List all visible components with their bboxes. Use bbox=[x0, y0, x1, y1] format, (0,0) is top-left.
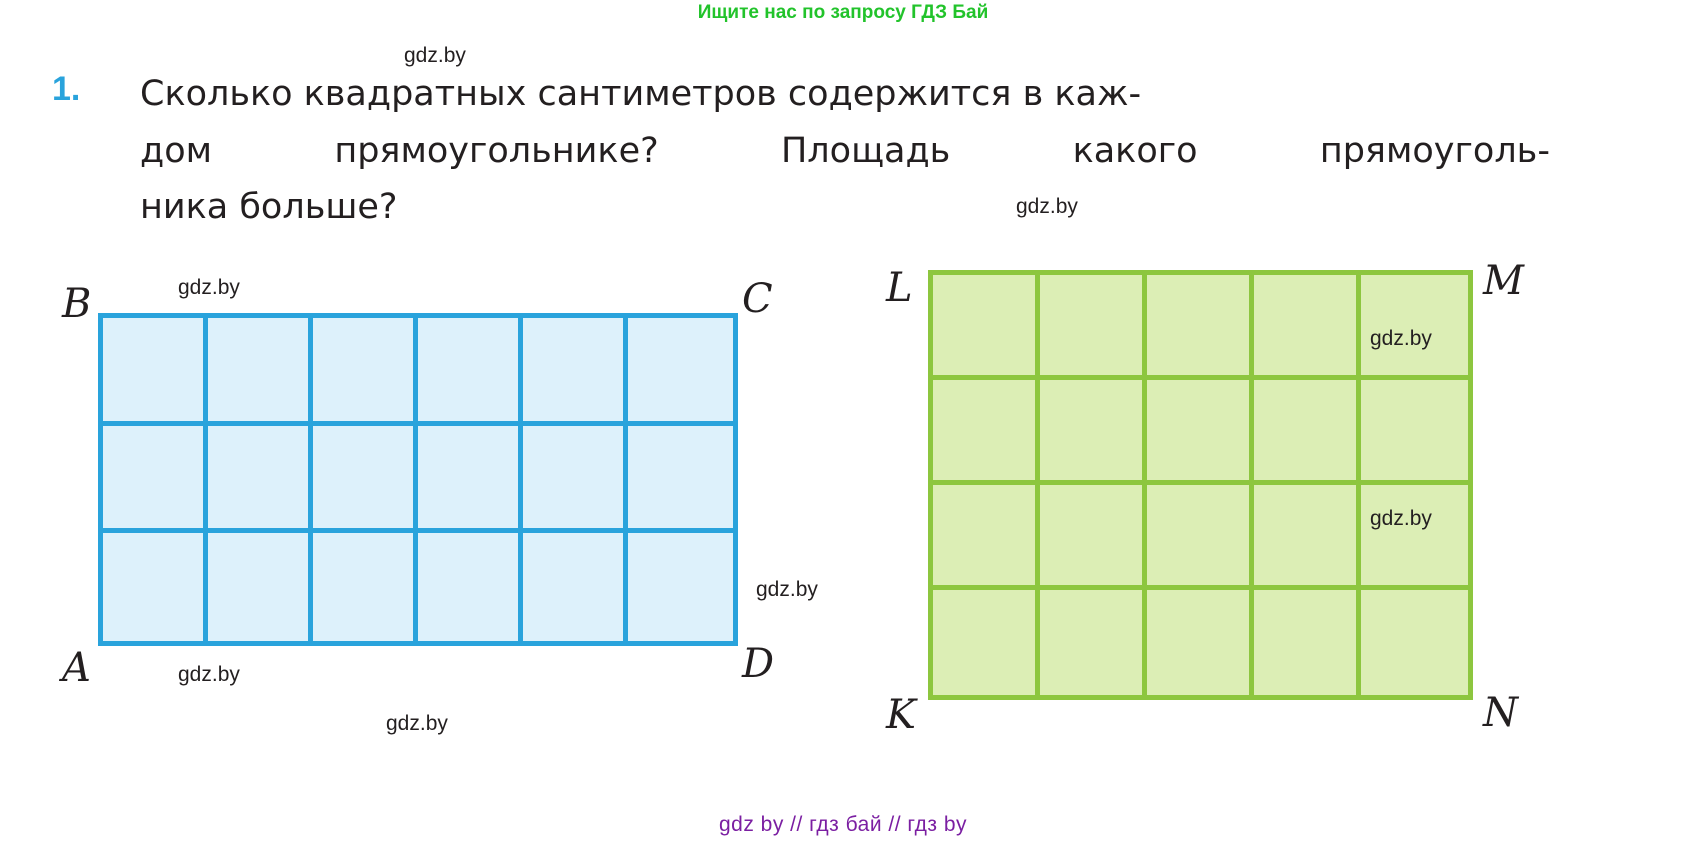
watermark-text: gdz.by bbox=[1016, 195, 1078, 218]
task-line-2-word: дом bbox=[140, 130, 213, 171]
watermark-text: gdz.by bbox=[1370, 327, 1432, 350]
grid-cell bbox=[1254, 380, 1361, 485]
grid-cell bbox=[1040, 380, 1147, 485]
grid-abcd bbox=[98, 313, 738, 646]
grid-cell bbox=[103, 318, 208, 426]
grid-cell bbox=[1040, 275, 1147, 380]
grid-cell bbox=[1254, 590, 1361, 695]
task-line-2 bbox=[140, 123, 1550, 180]
vertex-label-c: C bbox=[742, 276, 773, 322]
grid-cell bbox=[313, 533, 418, 641]
vertex-label-n: N bbox=[1483, 690, 1518, 736]
grid-cell bbox=[313, 318, 418, 426]
grid-cell bbox=[418, 426, 523, 534]
task-line-2-word: прямоуголь- bbox=[1319, 130, 1550, 171]
watermark-text: gdz.by bbox=[756, 578, 818, 601]
watermark-text: gdz.by bbox=[386, 712, 448, 735]
grid-cell bbox=[208, 426, 313, 534]
grid-cell bbox=[208, 533, 313, 641]
task-statement bbox=[140, 66, 1560, 236]
grid-cell bbox=[103, 533, 208, 641]
vertex-label-k: K bbox=[886, 692, 916, 738]
grid-cell bbox=[933, 485, 1040, 590]
footer-watermark: gdz by // гдз бай // гдз by bbox=[718, 813, 968, 836]
grid-cell bbox=[1361, 380, 1468, 485]
grid-cell bbox=[1361, 590, 1468, 695]
watermark-text: gdz.by bbox=[178, 663, 240, 686]
task-line-1: Сколько квадратных сантиметров содержится в каж- bbox=[140, 74, 1142, 114]
grid-cell bbox=[1254, 275, 1361, 380]
grid-cell bbox=[1147, 485, 1254, 590]
grid-cell bbox=[103, 426, 208, 534]
grid-cell bbox=[1254, 485, 1361, 590]
grid-cell bbox=[313, 426, 418, 534]
grid-cell bbox=[933, 590, 1040, 695]
grid-cell bbox=[933, 380, 1040, 485]
grid-cell bbox=[1147, 380, 1254, 485]
site-promo-banner: Ищите нас по запросу ГДЗ Бай bbox=[697, 2, 989, 23]
task-line-2-word: какого bbox=[1072, 130, 1198, 171]
grid-cell bbox=[1147, 590, 1254, 695]
vertex-label-m: M bbox=[1483, 258, 1524, 304]
task-number: 1. bbox=[52, 70, 81, 108]
vertex-label-d: D bbox=[742, 641, 775, 687]
watermark-text: gdz.by bbox=[178, 276, 240, 299]
task-line-2-word: прямоугольнике? bbox=[334, 130, 659, 171]
watermark-text: gdz.by bbox=[1370, 507, 1432, 530]
vertex-label-l: L bbox=[886, 265, 913, 311]
grid-cell bbox=[1040, 590, 1147, 695]
grid-cell bbox=[1361, 485, 1468, 590]
vertex-label-b: B bbox=[62, 281, 92, 327]
task-line-2-word: Площадь bbox=[780, 130, 951, 171]
grid-cell bbox=[628, 426, 733, 534]
task-line-3: ника больше? bbox=[140, 187, 398, 228]
grid-cell bbox=[418, 533, 523, 641]
grid-cell bbox=[933, 275, 1040, 380]
grid-cell bbox=[208, 318, 313, 426]
grid-cell bbox=[418, 318, 523, 426]
grid-cell bbox=[628, 318, 733, 426]
grid-cell bbox=[1147, 275, 1254, 380]
watermark-text: gdz.by bbox=[404, 44, 466, 67]
grid-cell bbox=[523, 318, 628, 426]
grid-cell bbox=[628, 533, 733, 641]
grid-cell bbox=[523, 533, 628, 641]
vertex-label-a: A bbox=[62, 645, 91, 691]
grid-cell bbox=[523, 426, 628, 534]
grid-cell bbox=[1040, 485, 1147, 590]
